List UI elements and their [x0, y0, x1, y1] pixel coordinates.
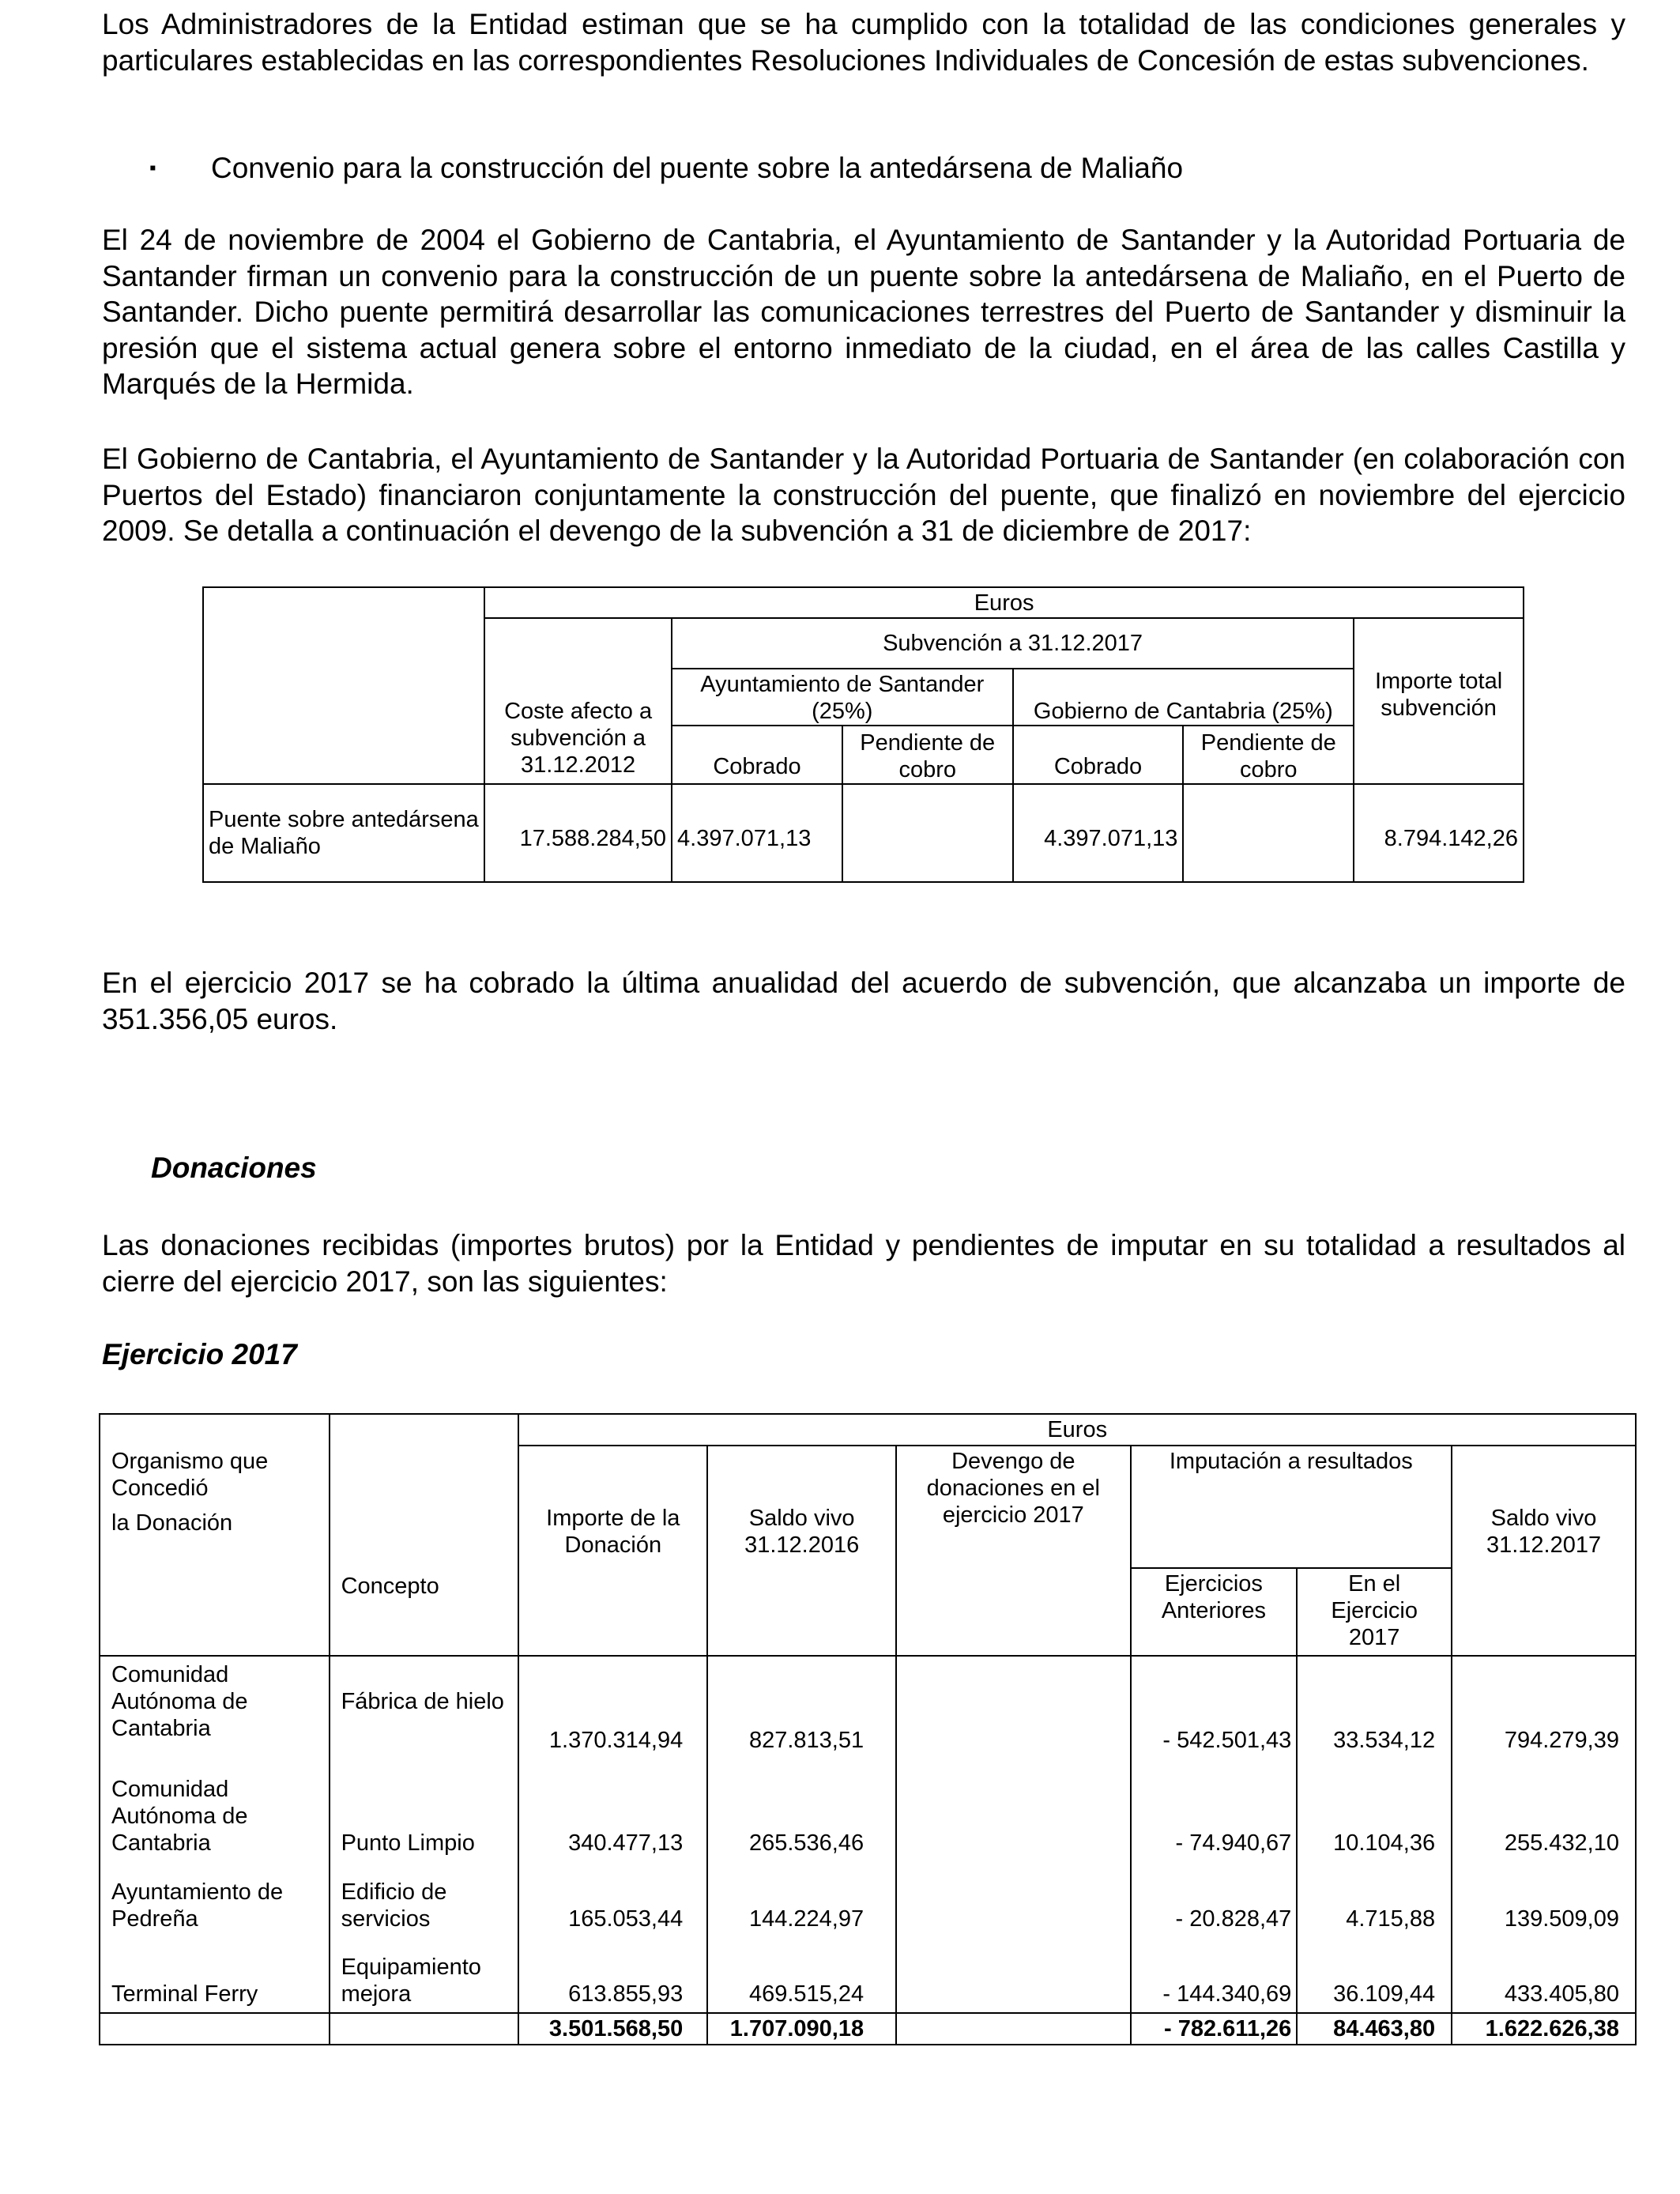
table2-total-saldo-2017: 1.622.626,38: [1452, 2013, 1636, 2045]
table2-row4-saldo-2016: 469.515,24: [707, 1937, 896, 2013]
table2-row2-ejercicio: 10.104,36: [1297, 1759, 1452, 1861]
table2-total-anteriores: - 782.611,26: [1131, 2013, 1298, 2045]
table2-row2-importe: 340.477,13: [518, 1759, 707, 1861]
paragraph-anualidad: En el ejercicio 2017 se ha cobrado la última anualidad del acuerdo de subvención, que alcanzaba un importe de 351.356,05 euros.: [102, 967, 1625, 1035]
table2-row1-saldo-2016: 827.813,51: [707, 1656, 896, 1759]
table2-row2-concepto: Punto Limpio: [330, 1759, 519, 1861]
table2-organismo-line2: la Donación: [111, 1510, 233, 1536]
table1-gob-cobrado-header: Cobrado: [1013, 726, 1184, 784]
table-totals-row: [100, 2013, 1636, 2045]
table2-row3-ejercicio: 4.715,88: [1297, 1861, 1452, 1937]
table2-row3-anteriores: - 20.828,47: [1131, 1861, 1298, 1937]
paragraph-financiacion: El Gobierno de Cantabria, el Ayuntamiento de Santander y la Autoridad Portuaria de Santander (en colaboración con Puertos del Estado) financiaron conjuntamente la construcción del puente, que finalizó en noviembre del ejercicio 2009. Se detalla a continuación el devengo de la subvención a 31 de diciembre de 2017:: [102, 443, 1625, 547]
table2-row4-devengo: [896, 1937, 1130, 2013]
table2-row1-devengo: [896, 1656, 1130, 1759]
paragraph-convenio: El 24 de noviembre de 2004 el Gobierno de Cantabria, el Ayuntamiento de Santander y la Autoridad Portuaria de Santander firman un convenio para la construcción de un puente sobre la antedársena de Maliaño, en el Puerto de Santander. Dicho puente permitirá desarrollar las comunicaciones terrestres del Puerto de Santander y disminuir la presión que el sistema actual genera sobre el entorno inmediato de la ciudad, en el área de las calles Castilla y Marqués de la Hermida.: [102, 224, 1625, 400]
table-row: [203, 784, 1524, 882]
table2-row1-organismo: Comunidad Autónoma de Cantabria: [100, 1656, 330, 1759]
table2-row3-concepto: Edificio de servicios: [330, 1861, 519, 1937]
table1-importe-total-header: Importe total subvención: [1354, 618, 1524, 784]
table1-gob-header: Gobierno de Cantabria (25%): [1013, 669, 1354, 726]
table2-organismo-line1: Organismo que Concedió: [111, 1449, 269, 1501]
table2-row3-saldo-2016: 144.224,97: [707, 1861, 896, 1937]
table2-row1-saldo-2017: 794.279,39: [1452, 1656, 1636, 1759]
table1-empty-header: [203, 587, 484, 784]
table2-total-organismo: [100, 2013, 330, 2045]
bullet-square-icon: ▪: [149, 157, 156, 179]
table2-ej-anteriores-header: Ejercicios Anteriores: [1131, 1568, 1298, 1656]
table2-row3-saldo-2017: 139.509,09: [1452, 1861, 1636, 1937]
table1-coste-header: Coste afecto a subvención a 31.12.2012: [484, 618, 672, 784]
table2-en-ejercicio-header: En el Ejercicio 2017: [1297, 1568, 1452, 1656]
table2-row4-ejercicio: 36.109,44: [1297, 1937, 1452, 2013]
table2-organismo-header: [100, 1414, 330, 1656]
table1-ayto-header: Ayuntamiento de Santander (25%): [672, 669, 1013, 726]
table2-row1-importe: 1.370.314,94: [518, 1656, 707, 1759]
table2-row4-importe: 613.855,93: [518, 1937, 707, 2013]
table1-row-coste: 17.588.284,50: [484, 784, 672, 882]
table2-total-concepto: [330, 2013, 519, 2045]
table2-saldo-2017-header: Saldo vivo 31.12.2017: [1452, 1446, 1636, 1656]
table2-row2-anteriores: - 74.940,67: [1131, 1759, 1298, 1861]
donaciones-table: [99, 1413, 1637, 2045]
table2-row2-saldo-2017: 255.432,10: [1452, 1759, 1636, 1861]
table2-row1-concepto: Fábrica de hielo: [330, 1656, 519, 1759]
table2-row4-saldo-2017: 433.405,80: [1452, 1937, 1636, 2013]
table2-row1-ejercicio: 33.534,12: [1297, 1656, 1452, 1759]
table1-ayto-pendiente-header: Pendiente de cobro: [842, 726, 1013, 784]
table1-row-gob-cobrado: 4.397.071,13: [1013, 784, 1184, 882]
table-row: [100, 1656, 1636, 1759]
table2-row3-importe: 165.053,44: [518, 1861, 707, 1937]
table2-total-devengo: [896, 2013, 1130, 2045]
table2-row3-organismo: Ayuntamiento de Pedreña: [100, 1861, 330, 1937]
table2-imputacion-header: Imputación a resultados: [1131, 1446, 1452, 1568]
table2-row2-devengo: [896, 1759, 1130, 1861]
table2-total-importe: 3.501.568,50: [518, 2013, 707, 2045]
table2-row4-concepto: Equipamiento mejora: [330, 1937, 519, 2013]
table2-total-ejercicio: 84.463,80: [1297, 2013, 1452, 2045]
table2-euros-header: Euros: [518, 1414, 1636, 1446]
table2-concepto-header: Concepto: [330, 1414, 519, 1656]
heading-ejercicio-2017: Ejercicio 2017: [102, 1338, 297, 1370]
table1-row-label: Puente sobre antedársena de Maliaño: [203, 784, 484, 882]
table-row: [100, 1861, 1636, 1937]
table2-total-saldo-2016: 1.707.090,18: [707, 2013, 896, 2045]
table2-row2-organismo: Comunidad Autónoma de Cantabria: [100, 1759, 330, 1861]
table2-row4-anteriores: - 144.340,69: [1131, 1937, 1298, 2013]
intro-paragraph: Los Administradores de la Entidad estiman que se ha cumplido con la totalidad de las condiciones generales y particulares establecidas en las correspondientes Resoluciones Individuales de Concesión de estas subvenciones.: [102, 8, 1625, 77]
table2-saldo-2016-header: Saldo vivo 31.12.2016: [707, 1446, 896, 1656]
table2-importe-header: Importe de la Donación: [518, 1446, 707, 1656]
table2-row2-saldo-2016: 265.536,46: [707, 1759, 896, 1861]
table2-devengo-header: Devengo de donaciones en el ejercicio 2017: [896, 1446, 1130, 1656]
paragraph-donaciones: Las donaciones recibidas (importes brutos) por la Entidad y pendientes de imputar en su totalidad a resultados al cierre del ejercicio 2017, son las siguientes:: [102, 1229, 1625, 1298]
bullet-text: Convenio para la construcción del puente sobre la antedársena de Maliaño: [211, 152, 1184, 184]
table1-subvencion-header: Subvención a 31.12.2017: [672, 618, 1354, 669]
table1-gob-pendiente-header: Pendiente de cobro: [1183, 726, 1354, 784]
table1-row-ayto-cobrado: 4.397.071,13: [672, 784, 842, 882]
table-row: [100, 1759, 1636, 1861]
table2-row1-anteriores: - 542.501,43: [1131, 1656, 1298, 1759]
table1-row-gob-pendiente: [1183, 784, 1354, 882]
heading-donaciones: Donaciones: [151, 1152, 317, 1184]
table-row: [100, 1937, 1636, 2013]
table1-row-total: 8.794.142,26: [1354, 784, 1524, 882]
table1-row-ayto-pendiente: [842, 784, 1013, 882]
table2-row3-devengo: [896, 1861, 1130, 1937]
table1-ayto-cobrado-header: Cobrado: [672, 726, 842, 784]
table1-euros-header: Euros: [484, 587, 1524, 618]
table2-row4-organismo: Terminal Ferry: [100, 1937, 330, 2013]
subvencion-table: [202, 586, 1524, 883]
